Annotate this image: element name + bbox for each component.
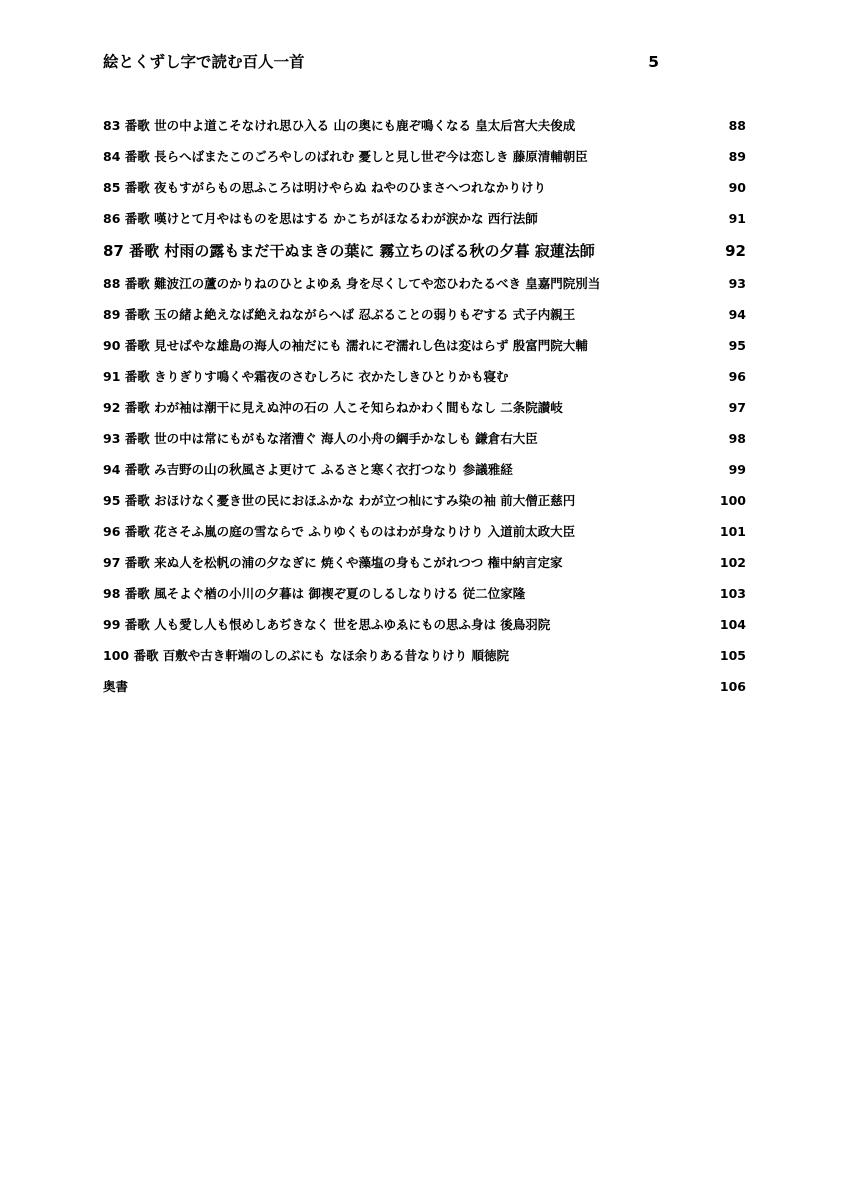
toc-entry-highlighted[interactable] — [103, 238, 746, 272]
toc-entry[interactable] — [103, 272, 746, 303]
toc-entry-page: 93 — [728, 276, 746, 291]
toc-entry[interactable] — [103, 520, 746, 551]
toc-entry-title: 84 番歌 長らへばまたこのごろやしのばれむ 憂しと見し世ぞ今は恋しき 藤原清輔朝臣 — [103, 149, 588, 164]
document-title: 絵とくずし字で読む百人一首 — [103, 53, 305, 71]
toc-entry[interactable] — [103, 427, 746, 458]
toc-entry-title: 94 番歌 み吉野の山の秋風さよ更けて ふるさと寒く衣打つなり 参議雅経 — [103, 462, 513, 477]
toc-entry-title: 93 番歌 世の中は常にもがもな渚漕ぐ 海人の小舟の綱手かなしも 鎌倉右大臣 — [103, 431, 538, 446]
toc-entry[interactable] — [103, 582, 746, 613]
toc-entry-page: 104 — [719, 617, 746, 632]
toc-entry-page: 102 — [719, 555, 746, 570]
page-header — [103, 50, 659, 76]
toc-entry[interactable] — [103, 334, 746, 365]
toc-entry[interactable] — [103, 489, 746, 520]
toc-entry-title: 100 番歌 百敷や古き軒端のしのぶにも なほ余りある昔なりけり 順徳院 — [103, 648, 510, 663]
toc-entry-title: 89 番歌 玉の緒よ絶えなば絶えねながらへば 忍ぶることの弱りもぞする 式子内親王 — [103, 307, 576, 322]
toc-entry-page: 88 — [728, 118, 746, 133]
toc-entry-page: 101 — [719, 524, 746, 539]
toc-entry[interactable] — [103, 145, 746, 176]
toc-entry[interactable] — [103, 176, 746, 207]
toc-entry-page: 89 — [728, 149, 746, 164]
toc-entry-title: 91 番歌 きりぎりす鳴くや霜夜のさむしろに 衣かたしきひとりかも寝む — [103, 369, 509, 384]
toc-entry-title: 96 番歌 花さそふ嵐の庭の雪ならで ふりゆくものはわが身なりけり 入道前太政大臣 — [103, 524, 576, 539]
toc-entry-page: 105 — [719, 648, 746, 663]
toc-entry-page: 99 — [728, 462, 746, 477]
toc-entry-page: 96 — [728, 369, 746, 384]
toc-entry-title: 97 番歌 来ぬ人を松帆の浦の夕なぎに 焼くや藻塩の身もこがれつつ 権中納言定家 — [103, 555, 563, 570]
toc-entry-title: 83 番歌 世の中よ道こそなけれ思ひ入る 山の奥にも鹿ぞ鳴くなる 皇太后宮大夫俊成 — [103, 118, 576, 133]
toc-entry[interactable] — [103, 551, 746, 582]
toc-entry[interactable] — [103, 644, 746, 675]
toc-entry-title: 85 番歌 夜もすがらもの思ふころは明けやらぬ ねやのひまさへつれなかりけり — [103, 180, 546, 195]
toc-entry-page: 103 — [719, 586, 746, 601]
table-of-contents — [103, 114, 746, 706]
toc-entry[interactable] — [103, 207, 746, 238]
toc-entry-title: 86 番歌 嘆けとて月やはものを思はする かこちがほなるわが涙かな 西行法師 — [103, 211, 538, 226]
toc-entry[interactable] — [103, 365, 746, 396]
toc-entry-page: 98 — [728, 431, 746, 446]
toc-entry-title: 92 番歌 わが袖は潮干に見えぬ沖の石の 人こそ知らねかわく間もなし 二条院讃岐 — [103, 400, 563, 415]
toc-entry-page: 92 — [725, 242, 746, 260]
toc-entry-title: 95 番歌 おほけなく憂き世の民におほふかな わが立つ杣にすみ染の袖 前大僧正慈円 — [103, 493, 576, 508]
toc-entry-page: 95 — [728, 338, 746, 353]
toc-entry[interactable] — [103, 458, 746, 489]
toc-entry-page: 106 — [719, 679, 746, 694]
toc-entry-page: 100 — [719, 493, 746, 508]
toc-entry-title: 88 番歌 難波江の蘆のかりねのひとよゆゑ 身を尽くしてや恋ひわたるべき 皇嘉門院別当 — [103, 276, 601, 291]
toc-entry[interactable] — [103, 114, 746, 145]
toc-entry-title: 98 番歌 風そよぐ楢の小川の夕暮は 御禊ぞ夏のしるしなりける 従二位家隆 — [103, 586, 526, 601]
header-page-number: 5 — [648, 53, 659, 71]
toc-entry-page: 90 — [728, 180, 746, 195]
toc-entry-page: 91 — [728, 211, 746, 226]
toc-entry[interactable] — [103, 613, 746, 644]
toc-entry-page: 97 — [728, 400, 746, 415]
toc-entry[interactable] — [103, 396, 746, 427]
toc-entry[interactable] — [103, 675, 746, 706]
toc-entry-title: 99 番歌 人も愛し人も恨めしあぢきなく 世を思ふゆゑにもの思ふ身は 後鳥羽院 — [103, 617, 551, 632]
toc-entry-page: 94 — [728, 307, 746, 322]
toc-entry-title: 90 番歌 見せばやな雄島の海人の袖だにも 濡れにぞ濡れし色は変はらず 殷富門院大輔 — [103, 338, 588, 353]
toc-entry-title: 87 番歌 村雨の露もまだ干ぬまきの葉に 霧立ちのぼる秋の夕暮 寂蓮法師 — [103, 242, 595, 260]
toc-entry[interactable] — [103, 303, 746, 334]
toc-entry-title: 奥書 — [103, 679, 129, 694]
